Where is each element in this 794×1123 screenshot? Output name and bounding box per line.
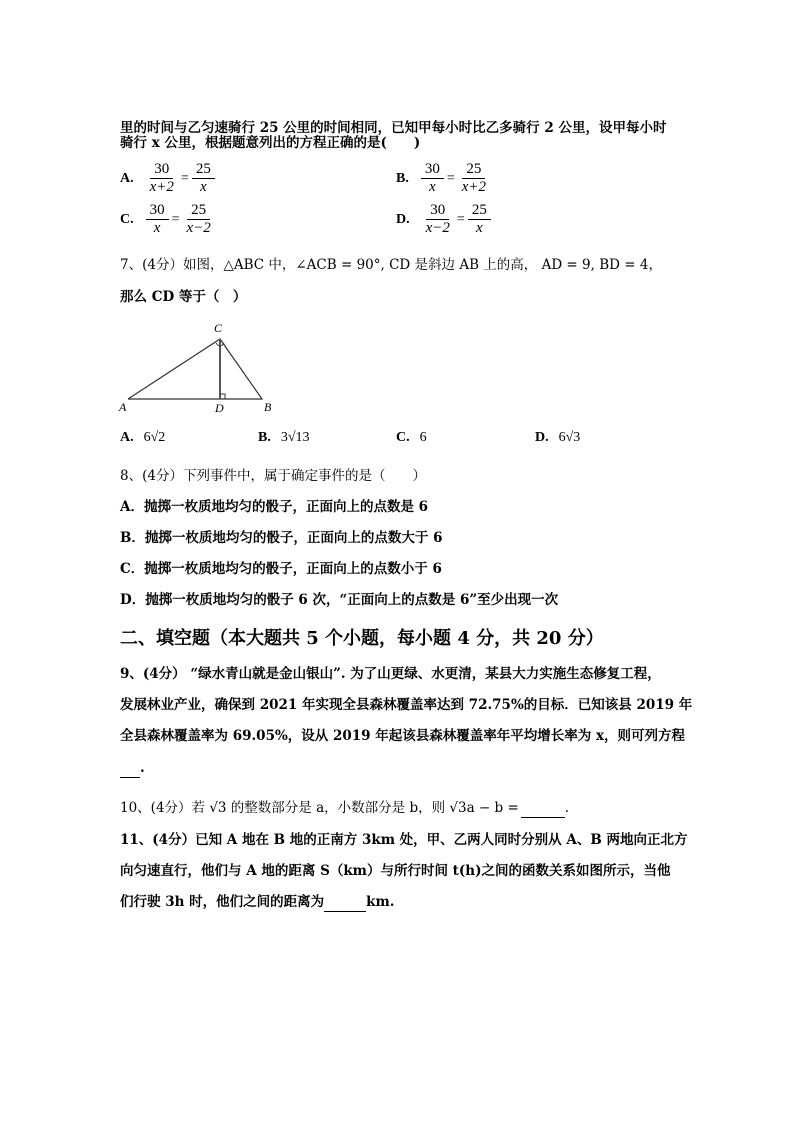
answer-blank[interactable]: [120, 759, 140, 778]
answer-blank[interactable]: [521, 799, 565, 818]
numerator: 25: [192, 161, 215, 179]
numerator: 25: [187, 202, 210, 220]
numerator: 30: [146, 202, 169, 220]
option-label: A.: [120, 430, 134, 445]
q9-line-3: 全县森林覆盖率为 69.05%，设从 2019 年起该县森林覆盖率年平均增长率为 x，则可列方程: [120, 728, 686, 744]
denominator: x−2: [425, 220, 450, 236]
denominator: x: [199, 179, 207, 195]
q8-option-a[interactable]: A．抛掷一枚质地均匀的骰子，正面向上的点数是 6: [120, 499, 429, 515]
equals: =: [446, 170, 455, 186]
fraction: [468, 202, 491, 237]
denominator: x−2: [186, 220, 211, 236]
q7-option-a[interactable]: [120, 430, 165, 446]
denominator: x+2: [149, 179, 174, 195]
q10-text: 10、(4分）若 √3 的整数部分是 a，小数部分是 b，则 √3a − b =: [120, 800, 519, 816]
option-label: C.: [120, 211, 134, 227]
option-value: 6√2: [143, 430, 166, 445]
fraction: [458, 161, 490, 196]
fraction: [421, 161, 444, 196]
label-d: D: [215, 401, 224, 415]
numerator: 25: [468, 202, 491, 220]
q6-option-b[interactable]: [396, 161, 492, 196]
q8-option-d[interactable]: D．抛掷一枚质地均匀的骰子 6 次，“正面向上的点数是 6”至少出现一次: [120, 592, 559, 608]
q6-option-a[interactable]: [120, 161, 217, 196]
q7-option-c[interactable]: [396, 430, 427, 446]
denominator: x: [429, 179, 436, 195]
answer-blank[interactable]: [324, 893, 366, 912]
q6-line-2: 骑行 x 公里，根据题意列出的方程正确的是( ): [120, 135, 421, 151]
q7-line-2: 那么 CD 等于（ ）: [120, 289, 247, 305]
q9-answer[interactable]: [120, 759, 145, 778]
numerator: 25: [462, 161, 485, 179]
numerator: 30: [421, 161, 444, 179]
option-label: D.: [396, 211, 410, 227]
fraction: [422, 202, 454, 237]
option-value: 6√3: [558, 430, 581, 445]
triangle-abc: [128, 339, 262, 399]
q11-line-1: 11、(4分）已知 A 地在 B 地的正南方 3km 处，甲、乙两人同时分别从 A、B 两地向正北方: [120, 832, 688, 848]
q6-line-1: 里的时间与乙匀速骑行 25 公里的时间相同，已知甲每小时比乙多骑行 2 公里，设甲每小时: [120, 120, 667, 136]
option-label: D.: [535, 430, 549, 445]
fraction: [192, 161, 215, 196]
denominator: x: [475, 220, 483, 236]
unit: km.: [366, 894, 395, 910]
option-value: 3√13: [280, 430, 310, 445]
label-a: A: [119, 400, 127, 414]
q7-option-b[interactable]: [258, 430, 310, 446]
fraction: [183, 202, 215, 237]
numerator: 30: [426, 202, 449, 220]
denominator: x+2: [461, 179, 487, 195]
section-heading: 二、填空题（本大题共 5 个小题，每小题 4 分，共 20 分）: [120, 628, 604, 649]
label-c: C: [214, 321, 223, 335]
triangle-figure: [115, 315, 290, 415]
equals: =: [180, 170, 189, 186]
option-value: 6: [419, 430, 427, 445]
denominator: x: [153, 220, 161, 236]
equals: =: [171, 211, 180, 227]
period: .: [564, 800, 570, 816]
option-label: A.: [120, 170, 134, 186]
numerator: 30: [150, 161, 173, 179]
q6-option-c[interactable]: [120, 202, 217, 237]
q7-option-d[interactable]: [535, 430, 580, 446]
question-10: [120, 799, 569, 818]
option-label: B.: [396, 170, 409, 186]
fraction: [146, 202, 169, 237]
q9-line-2: 发展林业产业，确保到 2021 年实现全县森林覆盖率达到 72.75%的目标．已知该县 2019 年: [120, 697, 693, 713]
q11-line-2: 向匀速直行，他们与 A 地的距离 S（km）与所行时间 t(h)之间的函数关系如图所示，当他: [120, 863, 671, 879]
fraction: [146, 161, 178, 196]
q8-stem: 8、(4分）下列事件中，属于确定事件的是（ ）: [120, 468, 426, 484]
option-label: C.: [396, 430, 410, 445]
q8-option-b[interactable]: B．抛掷一枚质地均匀的骰子，正面向上的点数大于 6: [120, 530, 443, 546]
q8-option-c[interactable]: C．抛掷一枚质地均匀的骰子，正面向上的点数小于 6: [120, 561, 442, 577]
equals: =: [456, 211, 465, 227]
q11-text: 们行驶 3h 时，他们之间的距离为: [120, 894, 325, 910]
period: .: [140, 760, 145, 776]
q6-option-d[interactable]: [396, 202, 493, 237]
q11-line-3: [120, 893, 394, 912]
q9-line-1: 9、(4分） “绿水青山就是金山银山”. 为了山更绿、水更清，某县大力实施生态修复工程，: [120, 666, 661, 682]
option-label: B.: [258, 430, 271, 445]
q7-line-1: 7、(4分）如图，△ABC 中，∠ACB = 90°, CD 是斜边 AB 上的高， AD = 9, BD = 4，: [120, 257, 662, 273]
label-b: B: [264, 400, 272, 414]
